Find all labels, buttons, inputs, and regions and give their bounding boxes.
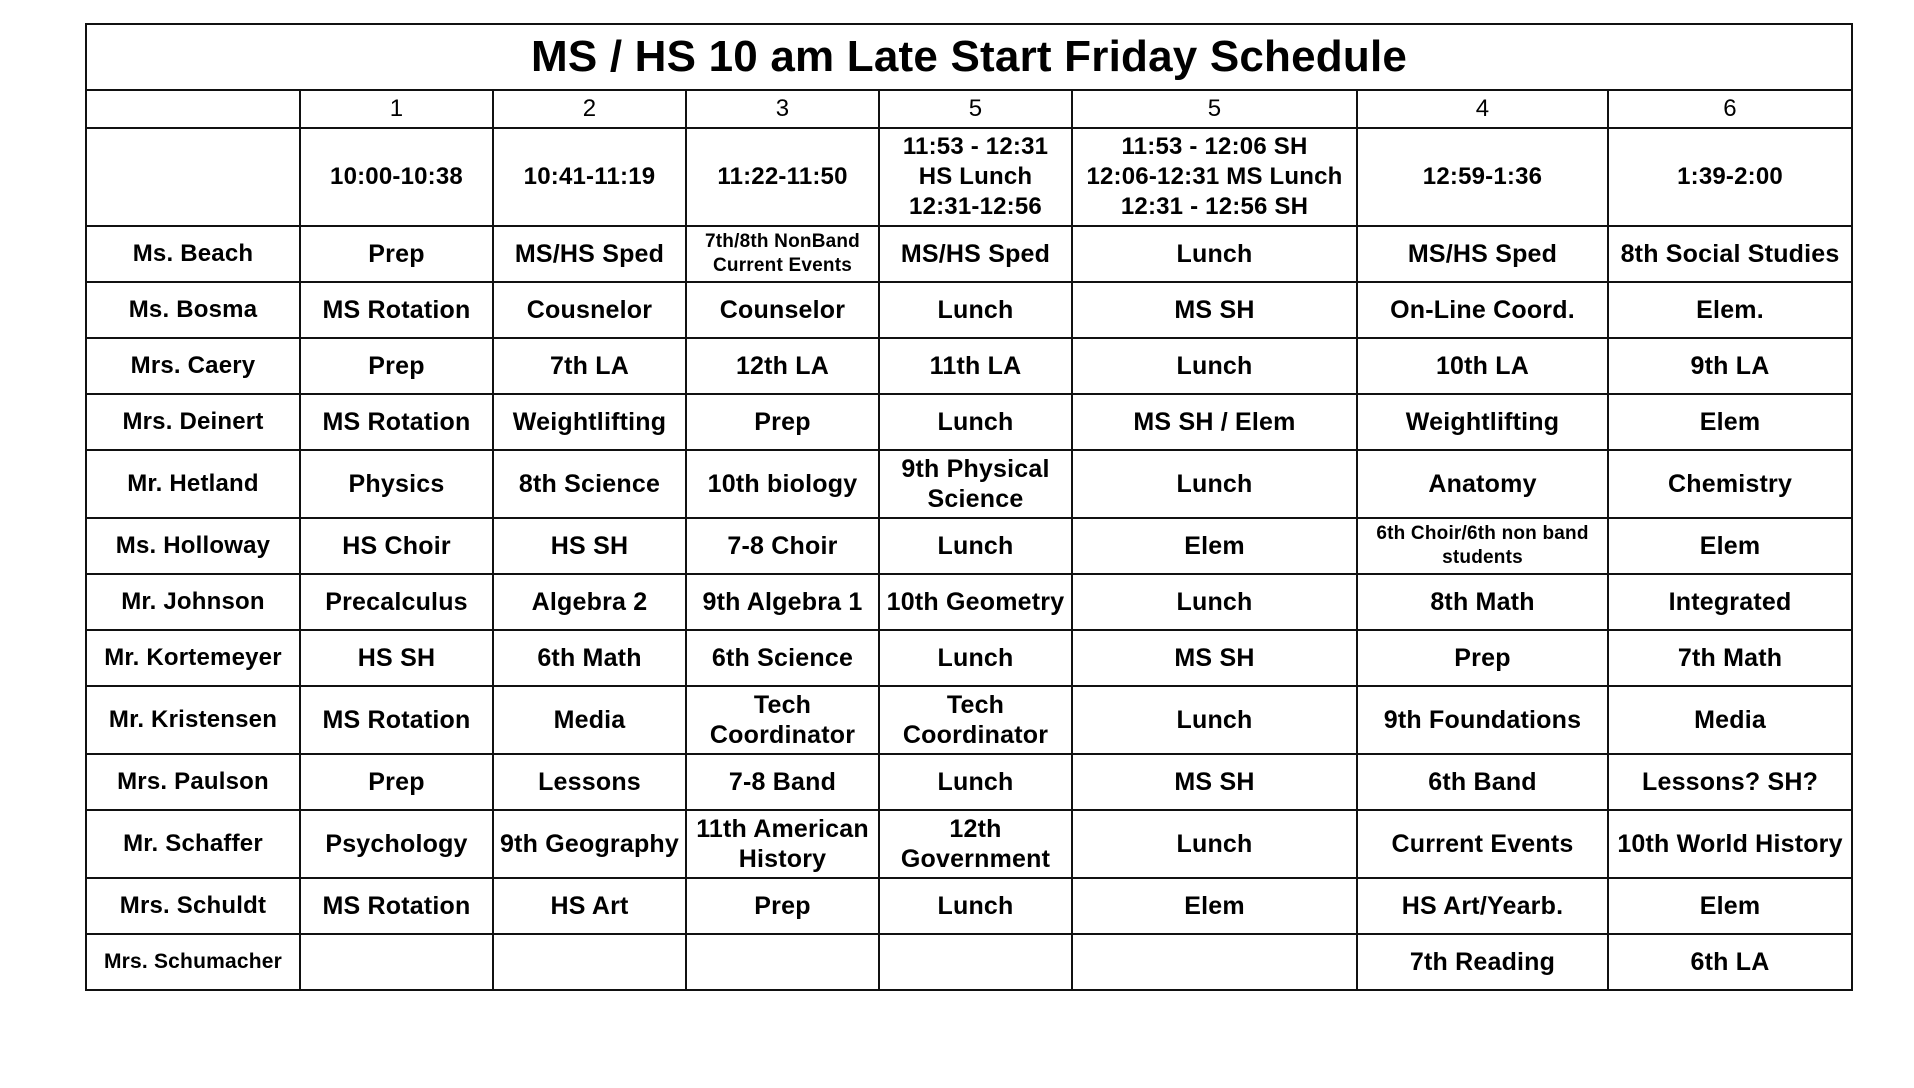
time-cell (686, 128, 879, 226)
teacher-name: Mrs. Paulson (86, 754, 300, 810)
class-cell: Weightlifting (1357, 394, 1608, 450)
class-cell: 12th LA (686, 338, 879, 394)
class-cell: 7-8 Choir (686, 518, 879, 574)
class-cell: Lunch (879, 630, 1072, 686)
class-cell: HS Art/Yearb. (1357, 878, 1608, 934)
teacher-name: Ms. Holloway (86, 518, 300, 574)
class-cell: 11th LA (879, 338, 1072, 394)
teacher-row (86, 338, 1852, 394)
period-header: 4 (1357, 90, 1608, 128)
class-cell: Lunch (1072, 450, 1357, 518)
class-cell: Tech Coordinator (686, 686, 879, 754)
class-cell: 8th Science (493, 450, 686, 518)
teacher-name: Mr. Kortemeyer (86, 630, 300, 686)
class-cell: Lunch (879, 754, 1072, 810)
class-cell: MS Rotation (300, 686, 493, 754)
teacher-name: Mr. Johnson (86, 574, 300, 630)
class-cell: Lunch (1072, 574, 1357, 630)
teacher-row (86, 394, 1852, 450)
class-cell (1072, 934, 1357, 990)
time-line: 12:59-1:36 (1422, 163, 1543, 190)
period-corner-cell (86, 90, 300, 128)
class-cell: MS SH (1072, 754, 1357, 810)
class-cell: 8th Math (1357, 574, 1608, 630)
class-cell: Prep (300, 226, 493, 282)
class-cell: 9th Algebra 1 (686, 574, 879, 630)
teacher-name: Mrs. Caery (86, 338, 300, 394)
class-cell: 6th Choir/6th non band students (1357, 518, 1608, 574)
class-cell: 6th Math (493, 630, 686, 686)
class-cell: MS Rotation (300, 282, 493, 338)
class-cell: Prep (686, 394, 879, 450)
period-header: 6 (1608, 90, 1852, 128)
teacher-row (86, 686, 1852, 754)
time-row (86, 128, 1852, 226)
class-cell: 7th Math (1608, 630, 1852, 686)
teacher-row (86, 574, 1852, 630)
schedule-title: MS / HS 10 am Late Start Friday Schedule (86, 24, 1852, 90)
time-cell (1072, 128, 1357, 226)
class-cell: Precalculus (300, 574, 493, 630)
teacher-name: Ms. Bosma (86, 282, 300, 338)
time-cell (879, 128, 1072, 226)
class-cell: Elem. (1608, 282, 1852, 338)
class-cell: 6th Science (686, 630, 879, 686)
schedule-table (85, 23, 1853, 991)
class-cell (493, 934, 686, 990)
class-cell: Counselor (686, 282, 879, 338)
class-cell: Media (493, 686, 686, 754)
class-cell: Prep (1357, 630, 1608, 686)
teacher-name: Mr. Kristensen (86, 686, 300, 754)
period-header: 1 (300, 90, 493, 128)
class-cell: Lunch (879, 394, 1072, 450)
class-cell: Elem (1072, 518, 1357, 574)
class-cell: MS/HS Sped (1357, 226, 1608, 282)
class-cell: Prep (686, 878, 879, 934)
class-cell: 7-8 Band (686, 754, 879, 810)
class-cell: HS SH (300, 630, 493, 686)
class-cell: Prep (300, 754, 493, 810)
teacher-row (86, 226, 1852, 282)
class-cell: On-Line Coord. (1357, 282, 1608, 338)
class-cell: 9th LA (1608, 338, 1852, 394)
class-cell: Cousnelor (493, 282, 686, 338)
teacher-name: Ms. Beach (86, 226, 300, 282)
class-cell: MS SH / Elem (1072, 394, 1357, 450)
time-line: 1:39-2:00 (1677, 163, 1783, 190)
class-cell: 12th Government (879, 810, 1072, 878)
teacher-row (86, 878, 1852, 934)
class-cell: Lunch (1072, 226, 1357, 282)
class-cell: 6th Band (1357, 754, 1608, 810)
class-cell: Anatomy (1357, 450, 1608, 518)
class-cell: Tech Coordinator (879, 686, 1072, 754)
time-cell (493, 128, 686, 226)
class-cell: MS SH (1072, 630, 1357, 686)
class-cell: 10th LA (1357, 338, 1608, 394)
class-cell: Chemistry (1608, 450, 1852, 518)
teacher-name: Mr. Hetland (86, 450, 300, 518)
class-cell: 9th Geography (493, 810, 686, 878)
period-header: 5 (1072, 90, 1357, 128)
teacher-row (86, 810, 1852, 878)
period-header: 3 (686, 90, 879, 128)
teacher-name: Mrs. Deinert (86, 394, 300, 450)
class-cell: Lunch (879, 282, 1072, 338)
class-cell: Lunch (1072, 810, 1357, 878)
class-cell: Weightlifting (493, 394, 686, 450)
class-cell: Algebra 2 (493, 574, 686, 630)
time-cell (1357, 128, 1608, 226)
teacher-name: Mr. Schaffer (86, 810, 300, 878)
class-cell: 7th LA (493, 338, 686, 394)
time-line: HS Lunch (918, 163, 1033, 190)
class-cell: 8th Social Studies (1608, 226, 1852, 282)
class-cell: 9th Foundations (1357, 686, 1608, 754)
time-corner-cell (86, 128, 300, 226)
time-line: 10:00-10:38 (330, 163, 463, 190)
class-cell: HS SH (493, 518, 686, 574)
time-line: 11:53 - 12:06 SH (1121, 133, 1308, 160)
time-cell (1608, 128, 1852, 226)
time-line: 11:53 - 12:31 (902, 133, 1049, 160)
class-cell: 6th LA (1608, 934, 1852, 990)
class-cell: Lunch (1072, 338, 1357, 394)
class-cell: Media (1608, 686, 1852, 754)
class-cell: Lessons? SH? (1608, 754, 1852, 810)
time-line: 12:31 - 12:56 SH (1120, 193, 1309, 220)
schedule-page (85, 23, 1851, 991)
class-cell: 7th/8th NonBand Current Events (686, 226, 879, 282)
class-cell: Elem (1608, 394, 1852, 450)
class-cell: Lessons (493, 754, 686, 810)
period-header: 2 (493, 90, 686, 128)
class-cell: Physics (300, 450, 493, 518)
time-line: 11:22-11:50 (717, 163, 848, 190)
time-line: 12:31-12:56 (909, 193, 1042, 220)
class-cell: MS SH (1072, 282, 1357, 338)
teacher-row (86, 934, 1852, 990)
class-cell: MS/HS Sped (879, 226, 1072, 282)
class-cell: 11th American History (686, 810, 879, 878)
teacher-name: Mrs. Schuldt (86, 878, 300, 934)
class-cell: Lunch (1072, 686, 1357, 754)
class-cell: 9th Physical Science (879, 450, 1072, 518)
class-cell: 10th Geometry (879, 574, 1072, 630)
class-cell: Elem (1608, 518, 1852, 574)
class-cell: 10th biology (686, 450, 879, 518)
class-cell: MS/HS Sped (493, 226, 686, 282)
time-cell (300, 128, 493, 226)
class-cell: Elem (1608, 878, 1852, 934)
class-cell: MS Rotation (300, 394, 493, 450)
class-cell: Psychology (300, 810, 493, 878)
class-cell: 7th Reading (1357, 934, 1608, 990)
class-cell: HS Choir (300, 518, 493, 574)
period-header: 5 (879, 90, 1072, 128)
time-line: 12:06-12:31 MS Lunch (1086, 163, 1343, 190)
period-row (86, 90, 1852, 128)
class-cell: HS Art (493, 878, 686, 934)
class-cell: 10th World History (1608, 810, 1852, 878)
class-cell: Lunch (879, 518, 1072, 574)
teacher-name: Mrs. Schumacher (86, 934, 300, 990)
class-cell (300, 934, 493, 990)
teacher-row (86, 450, 1852, 518)
teacher-row (86, 754, 1852, 810)
class-cell (879, 934, 1072, 990)
teacher-row (86, 518, 1852, 574)
class-cell: Lunch (879, 878, 1072, 934)
class-cell: Elem (1072, 878, 1357, 934)
class-cell: Prep (300, 338, 493, 394)
class-cell: Integrated (1608, 574, 1852, 630)
class-cell: MS Rotation (300, 878, 493, 934)
teacher-row (86, 630, 1852, 686)
class-cell (686, 934, 879, 990)
class-cell: Current Events (1357, 810, 1608, 878)
teacher-row (86, 282, 1852, 338)
time-line: 10:41-11:19 (523, 163, 656, 190)
